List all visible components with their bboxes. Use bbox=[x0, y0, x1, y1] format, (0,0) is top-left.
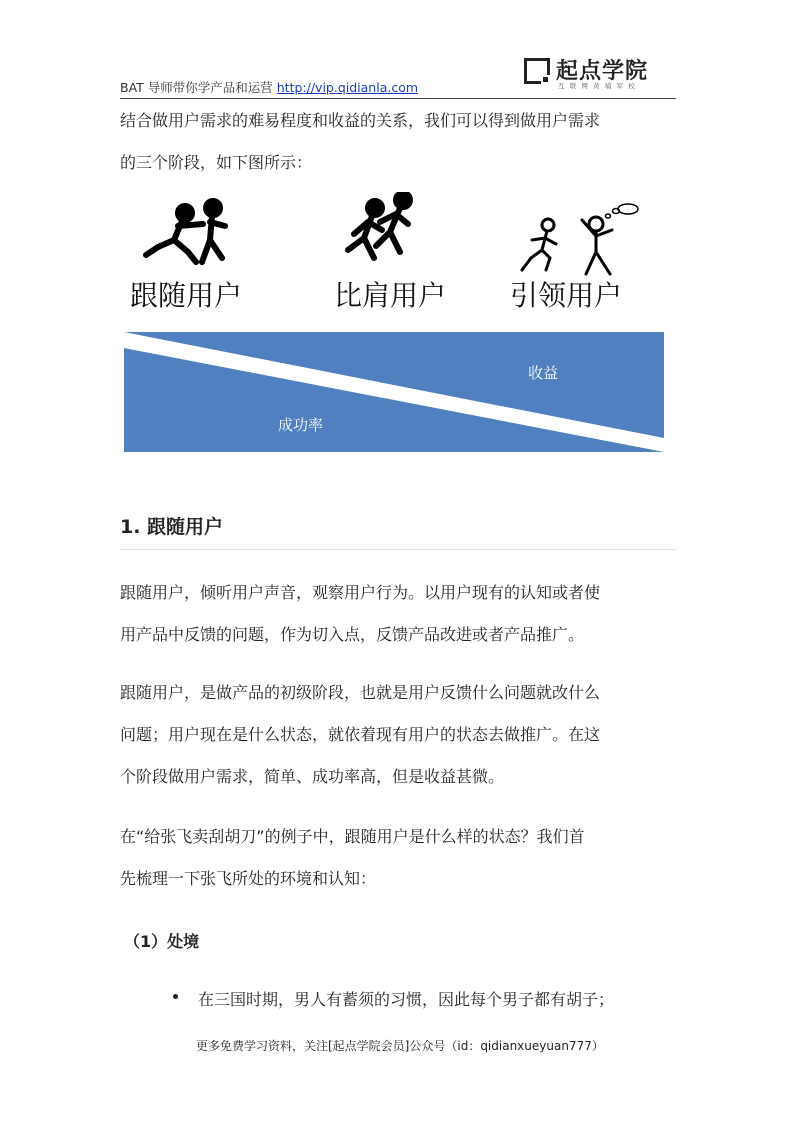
intro-line-1: 结合做用户需求的难易程度和收益的关系，我们可以得到做用户需求 bbox=[120, 111, 601, 130]
paragraph-3-line-2: 先梳理一下张飞所处的环境和认知： bbox=[120, 869, 377, 888]
header-text bbox=[120, 78, 418, 96]
page-footer: 更多免费学习资料，关注[起点学院会员]公众号（id：qidianxueyuan777） bbox=[196, 1039, 604, 1053]
stages-diagram-svg bbox=[118, 192, 672, 457]
user-demand-stages-figure bbox=[118, 192, 672, 457]
header-link[interactable]: http://vip.qidianla.com bbox=[276, 80, 419, 95]
intro-line-2: 的三个阶段，如下图所示： bbox=[120, 153, 313, 172]
logo-subtitle: 互联网黄埔军校 bbox=[558, 82, 640, 90]
section-title: 1. 跟随用户 bbox=[120, 516, 224, 538]
following-runners-icon bbox=[146, 201, 225, 262]
qidian-logo bbox=[524, 56, 674, 92]
section-divider bbox=[120, 549, 676, 550]
side-by-side-runners-icon bbox=[348, 193, 410, 258]
stage-lead-label: 引领用户 bbox=[510, 279, 623, 312]
paragraph-1-line-2: 用产品中反馈的问题，作为切入点，反馈产品改进或者产品推广。 bbox=[120, 625, 585, 644]
header-divider bbox=[120, 98, 676, 99]
stage-parallel-label: 比肩用户 bbox=[334, 279, 447, 312]
subsection-title: （1）处境 bbox=[124, 932, 200, 951]
paragraph-1-line-1: 跟随用户，倾听用户声音，观察用户行为。以用户现有的认知或者使 bbox=[120, 583, 601, 602]
logo-mark-icon bbox=[524, 58, 550, 84]
stage-follow-label: 跟随用户 bbox=[130, 279, 243, 312]
paragraph-2-line-2: 问题；用户现在是什么状态，就依着现有用户的状态去做推广。在这 bbox=[120, 725, 601, 744]
bullet-dot-icon bbox=[172, 990, 180, 998]
success-rate-label: 成功率 bbox=[278, 416, 324, 434]
paragraph-2-line-1: 跟随用户，是做产品的初级阶段，也就是用户反馈什么问题就改什么 bbox=[120, 683, 601, 702]
paragraph-3-line-1: 在“给张飞卖刮胡刀”的例子中，跟随用户是什么样的状态？我们首 bbox=[120, 827, 585, 846]
leading-figures-icon bbox=[522, 204, 638, 274]
header-slogan: BAT 导师带你学产品和运营 bbox=[120, 80, 273, 95]
gain-label: 收益 bbox=[528, 364, 559, 382]
logo-name: 起点学院 bbox=[556, 59, 649, 84]
paragraph-2-line-3: 个阶段做用户需求，简单、成功率高，但是收益甚微。 bbox=[120, 767, 505, 786]
bullet-item: 在三国时期，男人有蓄须的习惯，因此每个男子都有胡子； bbox=[198, 990, 615, 1009]
